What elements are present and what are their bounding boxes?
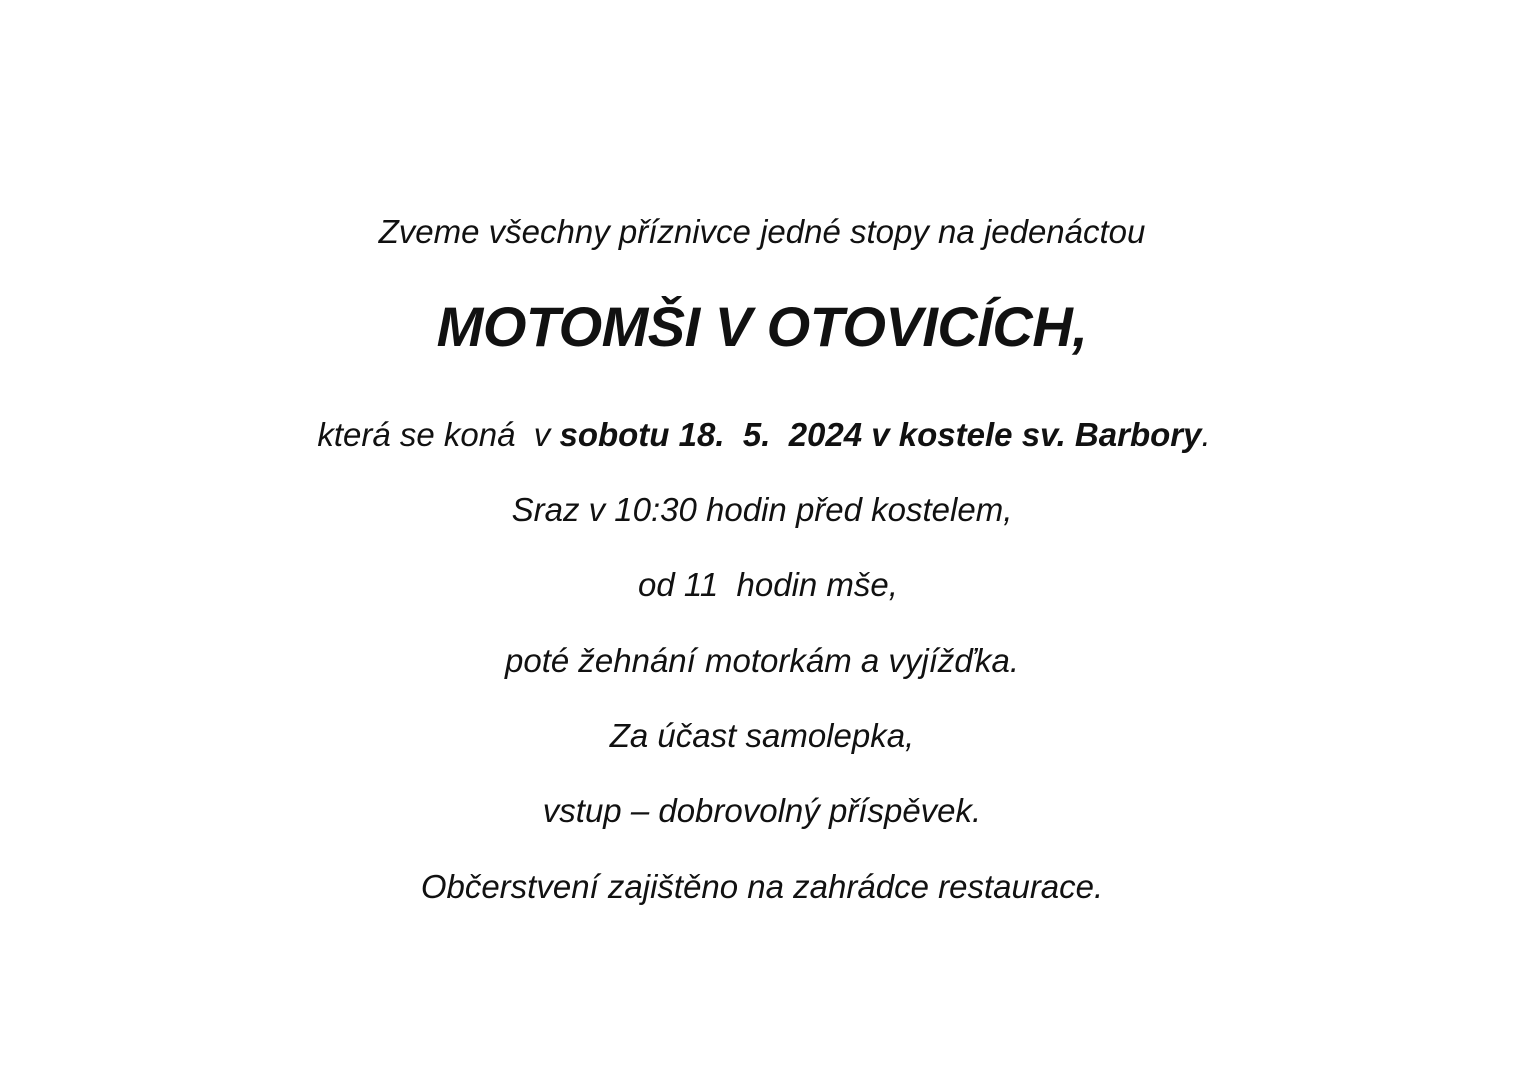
refreshments-line: Občerstvení zajištěno na zahrádce restaurace.: [420, 868, 1104, 905]
sticker-line: Za účast samolepka,: [609, 717, 915, 754]
mass-time-line: od 11 hodin mše,: [638, 566, 898, 603]
intro-text: Zveme všechny příznivce jedné stopy na jedenáctou: [378, 213, 1146, 250]
entry-fee-line: vstup – dobrovolný příspěvek.: [542, 792, 982, 829]
date-line-prefix: která se koná v: [317, 416, 560, 453]
blessing-line: poté žehnání motorkám a vyjížďka.: [504, 642, 1020, 679]
date-line-suffix: .: [1201, 416, 1211, 453]
date-line-bold: sobotu 18. 5. 2024 v kostele sv. Barbory: [559, 416, 1202, 453]
meeting-time-line: Sraz v 10:30 hodin před kostelem,: [511, 491, 1013, 528]
event-title: MOTOMŠI V OTOVICÍCH,: [436, 295, 1088, 358]
date-location-line: [0, 415, 1528, 455]
